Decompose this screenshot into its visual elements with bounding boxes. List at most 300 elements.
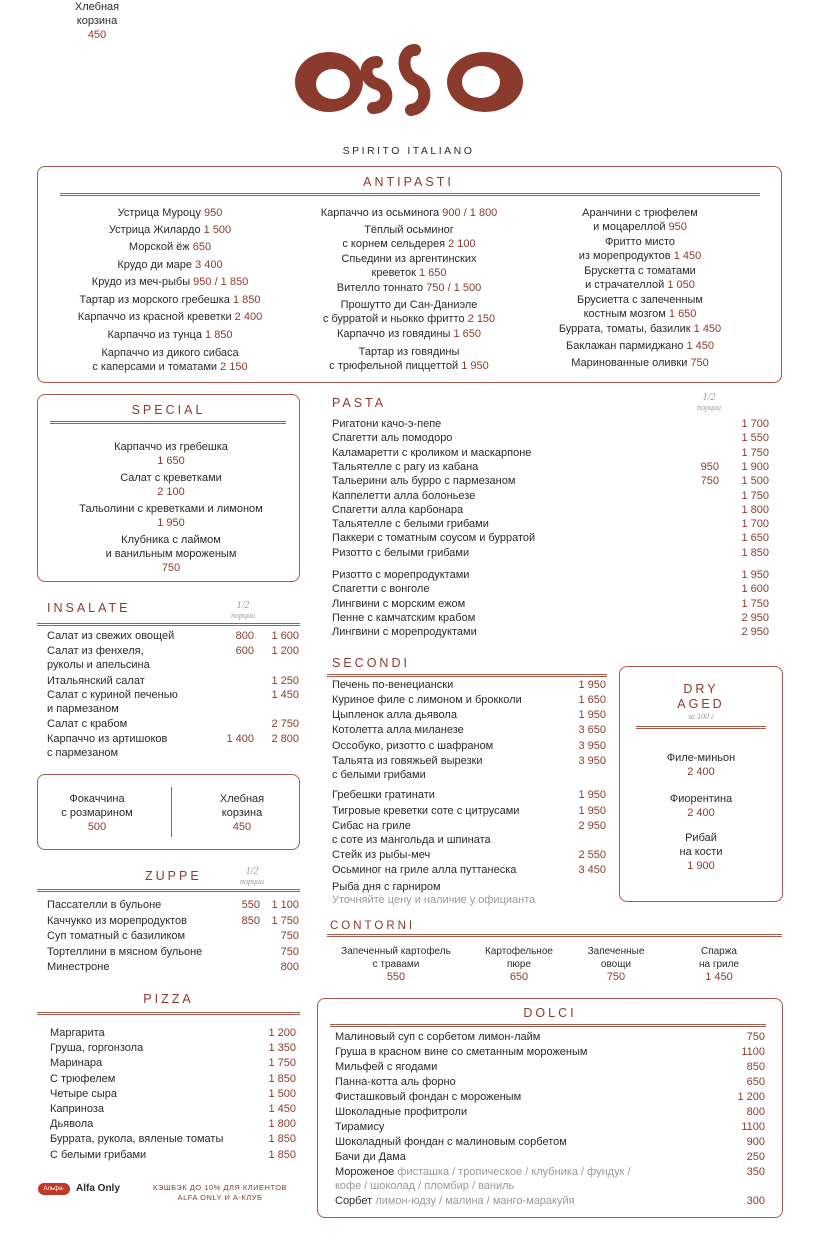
menu-item	[40, 240, 300, 254]
item-price: 1100	[741, 1121, 765, 1133]
dolci-item	[335, 1135, 765, 1150]
contorni-item	[649, 945, 789, 984]
pasta-item	[332, 446, 769, 460]
item-name-line: Карпаччо из тунца 1 850	[107, 329, 233, 341]
item-name-line: Брусиетта с запеченным	[576, 294, 703, 306]
item-price: 2 950	[578, 820, 606, 832]
item-price: 1 950	[578, 709, 606, 721]
item-price: 1 650	[157, 455, 185, 467]
insalate-divider	[37, 623, 300, 626]
pizza-item	[50, 1026, 296, 1040]
item-name: Маринара	[50, 1057, 103, 1070]
menu-item	[46, 440, 296, 468]
item-price: 950	[203, 207, 223, 219]
item-price: 2 400	[687, 766, 715, 778]
menu-item	[40, 258, 300, 272]
item-price: 1 950	[578, 805, 606, 817]
item-name-line: Спьедини из аргентинских	[341, 253, 477, 265]
item-name	[332, 804, 519, 818]
pasta-item	[332, 503, 769, 517]
pizza-title: PIZZA	[143, 992, 194, 1006]
pasta-item	[332, 531, 769, 545]
item-name	[332, 678, 453, 692]
item-price: 1 450	[673, 250, 702, 262]
zuppe-item	[47, 929, 300, 943]
item-name	[335, 1075, 456, 1089]
item-price-half: 750	[700, 475, 719, 488]
zuppe-title: ZUPPE	[145, 869, 202, 883]
item-name-line: руколы и апельсина	[47, 659, 150, 671]
item-name-line: Салат из свежих овощей	[47, 630, 175, 642]
item-name-line: Хлебная	[219, 793, 265, 805]
item-name: Тальятелле с белыми грибами	[332, 518, 489, 531]
item-name	[47, 629, 174, 643]
fish-of-day: Рыба дня с гарниром	[332, 881, 441, 893]
item-name-line: Салат с куриной печенью	[47, 689, 178, 701]
item-price: 750 / 1 500	[426, 282, 482, 294]
zuppe-divider	[37, 889, 300, 892]
item-price: 1 450	[705, 971, 733, 983]
item-price: 3 950	[578, 755, 606, 767]
item-name	[335, 1120, 384, 1134]
item-name-line: Фиорентина	[669, 793, 733, 805]
item-price: 1 850	[232, 294, 261, 306]
menu-item	[289, 298, 529, 326]
pasta-item	[332, 625, 769, 639]
item-name-line: Оссобуко, ризотто с шафраном	[332, 740, 494, 752]
menu-item	[520, 356, 760, 370]
item-name-line: Карпаччо из красной креветки 2 400	[77, 311, 263, 323]
item-price: 1 900	[687, 860, 715, 872]
dolci-item	[335, 1150, 765, 1165]
item-price-full: 2 800	[271, 733, 299, 745]
item-price: 950	[668, 221, 687, 233]
item-price: 1 850	[268, 1133, 296, 1146]
secondi-item	[332, 754, 606, 782]
item-name-line: Фритто мисто	[605, 236, 675, 248]
menu-item	[520, 264, 760, 292]
item-name-line: Карпаччо из артишоков	[47, 733, 168, 745]
item-name: Тальерини аль бурро с пармезаном	[332, 475, 516, 488]
item-price: 1 950	[578, 679, 606, 691]
item-price: 1 800	[268, 1118, 296, 1131]
item-name-line: Карпаччо из дикого сибаса	[101, 347, 239, 359]
pasta-title: PASTA	[332, 396, 387, 410]
item-name-line: и страчателлой 1 050	[585, 279, 695, 291]
dolci-item	[335, 1045, 765, 1060]
item-price: 650	[746, 1076, 765, 1088]
item-price: 1 350	[268, 1042, 296, 1055]
zuppe-item	[47, 914, 300, 928]
item-price: 1 450	[693, 323, 722, 335]
item-name	[335, 1030, 540, 1044]
item-name-line: Тальята из говяжьей вырезки	[332, 755, 483, 767]
item-price: 900	[746, 1136, 765, 1148]
item-name-line: Малиновый суп с сорбетом лимон-лайм	[335, 1031, 541, 1043]
menu-item	[40, 223, 300, 237]
pizza-item	[50, 1087, 296, 1101]
item-name	[332, 863, 516, 877]
menu-item	[46, 502, 296, 530]
item-name-line: корзина	[76, 15, 118, 27]
insalate-item	[47, 629, 300, 643]
item-price-full: 800	[280, 961, 299, 973]
item-price-half: 850	[241, 914, 260, 927]
item-name-line: с бурратой и ньокко фритто 2 150	[322, 313, 496, 325]
secondi-title: SECONDI	[332, 656, 410, 670]
item-name-line: Рибай	[685, 832, 717, 844]
item-price-full: 1 200	[271, 645, 299, 657]
menu-item	[46, 471, 296, 499]
item-name-line: и моцареллой 950	[593, 221, 687, 233]
item-name: Четыре сыра	[50, 1087, 117, 1100]
zuppe-item	[47, 945, 300, 959]
item-name-line: Шоколадные профитроли	[335, 1106, 468, 1118]
item-name: Тортеллини в мясном бульоне	[47, 945, 203, 958]
item-price-full: 750	[280, 930, 299, 942]
item-name	[335, 1135, 567, 1149]
item-name-line: Фокаччина	[69, 793, 125, 805]
menu-item	[40, 206, 300, 220]
item-price: 1 450	[268, 1103, 296, 1115]
item-name-line: Крудо из меч-рыбы 950 / 1 850	[91, 276, 249, 288]
secondi-item	[332, 678, 606, 692]
item-name: Каламаретти с кроликом и маскарпоне	[332, 446, 532, 459]
antipasti-divider	[60, 193, 760, 196]
item-price: 750	[161, 562, 181, 574]
item-name	[332, 788, 435, 802]
item-name: Каппелетти алла болоньезе	[332, 489, 476, 502]
menu-item	[626, 792, 776, 820]
item-price: 1 200	[268, 1027, 296, 1039]
dry-aged-divider	[636, 726, 766, 729]
item-name-line: Гребешки гратинати	[332, 789, 435, 801]
item-price: 1100	[741, 1046, 765, 1058]
item-name-line: Хлебная	[74, 1, 120, 13]
item-price: 900 / 1 800	[442, 207, 498, 219]
menu-item	[40, 293, 300, 307]
secondi-divider	[327, 674, 607, 677]
item-name-line: и пармезаном	[47, 703, 119, 715]
menu-item	[289, 281, 529, 295]
item-price-full: 1 750	[741, 597, 769, 610]
item-flavours: фисташка / тропическое / клубника / фундук /	[397, 1166, 631, 1178]
menu-item	[182, 792, 302, 834]
secondi-item	[332, 788, 606, 802]
item-price: 650	[192, 241, 212, 253]
item-price-full: 1 550	[741, 432, 769, 445]
dolci-divider	[330, 1024, 766, 1027]
item-price: 1 450	[686, 340, 714, 352]
item-price: 2 100	[448, 238, 476, 250]
secondi-item	[332, 739, 606, 753]
pasta-item	[332, 611, 769, 625]
osso-logo	[293, 40, 525, 120]
bread-divider	[171, 787, 172, 837]
item-name-line: с трюфельной пиццеттой 1 950	[329, 360, 489, 372]
item-price: 250	[746, 1151, 765, 1163]
menu-item	[520, 293, 760, 321]
menu-item	[520, 235, 760, 263]
item-name-line: Осьминог на гриле алла путтанеска	[332, 864, 517, 876]
item-name-line: Тальолини с креветками и лимоном	[79, 503, 263, 515]
item-name-line: Салат из фенхеля,	[47, 645, 144, 657]
item-price-full: 2 950	[741, 626, 769, 639]
secondi-item	[332, 848, 606, 862]
pasta-item	[332, 597, 769, 611]
item-price: 1 950	[578, 789, 606, 801]
item-name-line: Панна-котта аль форно	[335, 1076, 456, 1088]
item-name	[332, 693, 522, 707]
item-name-line: Вителло тоннато 750 / 1 500	[336, 282, 482, 294]
item-name-line: Буррата, томаты, базилик 1 450	[558, 323, 722, 335]
item-name: Груша, горгонзола	[50, 1042, 144, 1055]
item-price-full: 1 800	[741, 503, 769, 516]
item-name-line: Стейк из рыбы-меч	[332, 849, 431, 861]
item-name-line: Аранчини с трюфелем	[582, 207, 698, 219]
item-name-line: с пармезаном	[47, 747, 119, 759]
item-name: Маргарита	[50, 1027, 105, 1039]
secondi-item	[332, 804, 606, 818]
item-name-line: Груша в красном вине со сметанным мороженым	[335, 1046, 588, 1058]
item-name	[335, 1060, 437, 1074]
item-name-line: Устрица Муроцу 950	[117, 207, 223, 219]
secondi-item	[332, 863, 606, 877]
item-name-line: Запеченные	[587, 946, 645, 957]
secondi-item	[332, 723, 606, 737]
item-price-full: 1 600	[271, 630, 299, 642]
alfa-bank-logo: Альфа-Банк	[38, 1183, 70, 1195]
pizza-item	[50, 1148, 296, 1162]
item-price-full: 2 750	[271, 718, 299, 730]
item-name	[335, 1194, 575, 1208]
item-name-line: корзина	[221, 807, 263, 819]
item-name-line: Тёплый осьминог	[364, 224, 454, 236]
item-name	[332, 739, 493, 753]
contorni-item	[326, 945, 466, 984]
item-price-full: 1 650	[741, 532, 769, 545]
item-name	[335, 1045, 587, 1059]
item-price: 1 850	[268, 1072, 296, 1085]
item-name: Тальятелле с рагу из кабана	[332, 460, 479, 473]
item-name-line: Карпаччо из гребешка	[114, 441, 228, 453]
pasta-item	[332, 582, 769, 596]
item-name: Ризотто с морепродуктами	[332, 569, 470, 581]
item-name: Спагетти аль помодоро	[332, 432, 453, 445]
item-name-line: на гриле	[698, 959, 740, 970]
item-name-line: с розмарином	[61, 807, 133, 819]
item-price: 450	[87, 29, 107, 41]
insalate-item	[47, 644, 300, 672]
item-name	[335, 1090, 521, 1104]
item-name-line: креветок 1 650	[371, 267, 447, 279]
secondi-item	[332, 708, 606, 722]
special-divider	[50, 421, 286, 424]
dry-aged-sub: за 100 г	[687, 712, 715, 721]
item-price-full: 1 100	[271, 899, 299, 911]
menu-item	[37, 0, 157, 42]
item-price: 3 950	[578, 740, 606, 752]
item-price: 1 650	[578, 694, 606, 706]
item-name-line: Баклажан пармиджано 1 450	[566, 340, 714, 352]
item-name-line: Крудо ди маре 3 400	[117, 259, 223, 271]
item-name-line: с травами	[372, 959, 420, 970]
item-price: 1 950	[461, 360, 489, 372]
pizza-item	[50, 1072, 296, 1086]
item-price-full: 1 950	[741, 569, 769, 581]
item-price: 750	[746, 1031, 765, 1043]
item-name-line: Филе-миньон	[666, 752, 736, 764]
item-price-half: 950	[700, 460, 719, 473]
pasta-half-hint: 1/2 порции	[697, 392, 721, 412]
pasta-item	[332, 489, 769, 503]
item-name: Спагетти алла карбонара	[332, 503, 464, 516]
item-name-line: с каперсами и томатами 2 150	[92, 361, 248, 373]
item-name	[335, 1105, 467, 1119]
item-name-line: Морской ёж 650	[128, 241, 212, 253]
item-price: 3 400	[195, 259, 223, 271]
dolci-item	[335, 1105, 765, 1120]
item-name	[332, 754, 483, 782]
item-price: 1 050	[667, 279, 695, 291]
item-price: 350	[746, 1166, 765, 1178]
item-name: Лингвини с морским ежом	[332, 597, 466, 610]
pasta-item	[332, 460, 769, 474]
item-name-line: овощи	[600, 959, 632, 970]
dolci-item	[335, 1030, 765, 1045]
item-price-full: 750	[280, 945, 299, 958]
item-price: 500	[87, 821, 107, 833]
item-name	[47, 717, 127, 731]
item-price-full: 1 750	[741, 489, 769, 502]
menu-item	[626, 831, 776, 873]
item-name-line: Маринованные оливки 750	[571, 357, 709, 369]
item-name-line: пюре	[506, 959, 532, 970]
item-price: 3 650	[578, 724, 606, 736]
item-name	[47, 644, 150, 672]
item-price: 1 650	[668, 308, 697, 320]
secondi-item	[332, 693, 606, 707]
item-name	[332, 723, 464, 737]
item-name-line: Фисташковый фондан с мороженым	[335, 1091, 522, 1103]
item-name: Спагетти с вонголе	[332, 583, 430, 596]
dolci-item	[335, 1165, 765, 1194]
item-name	[335, 1165, 631, 1193]
item-price: 3 450	[578, 864, 606, 876]
item-flavours: лимон-юдзу / малина / манго-маракуйя	[375, 1195, 575, 1207]
menu-item	[37, 792, 157, 834]
item-price: 1 950	[157, 517, 185, 529]
item-name-line: Тигровые креветки соте с цитрусами	[332, 805, 520, 817]
pasta-item	[332, 474, 769, 488]
contorni-title: CONTORNI	[330, 920, 416, 932]
item-name-line: Карпаччо из осьминога 900 / 1 800	[320, 207, 498, 219]
menu-item	[289, 206, 529, 220]
pasta-item	[332, 417, 769, 431]
fish-note: Уточняйте цену и наличие у официанта	[332, 894, 536, 906]
item-name-line: с белыми грибами	[332, 769, 426, 781]
menu-item	[40, 310, 300, 324]
item-name-line: Устрица Жилардо 1 500	[108, 224, 232, 236]
pasta-item	[332, 431, 769, 445]
item-name-line: Тирамису	[335, 1121, 385, 1133]
item-name	[332, 708, 457, 722]
insalate-half-hint: 1/2 порции	[231, 600, 255, 620]
item-name-line: Котолетта алла миланезе	[332, 724, 464, 736]
item-name-line: Тартар из говядины	[358, 346, 460, 358]
item-name: С трюфелем	[50, 1072, 116, 1085]
pasta-item	[332, 568, 769, 582]
contorni-divider	[327, 934, 782, 937]
item-name: Каприноза	[50, 1103, 104, 1115]
item-price-half: 550	[241, 899, 260, 911]
item-price: 550	[386, 971, 406, 983]
menu-item	[520, 322, 760, 336]
item-name-line: Запеченный картофель	[341, 946, 451, 957]
item-name-line: Сибас на гриле	[332, 820, 411, 832]
item-name-line: Брускетта с томатами	[584, 265, 696, 277]
dry-aged-title: DRY AGED	[677, 682, 725, 711]
item-price-full: 2 950	[741, 611, 769, 624]
item-name-line: Салат с креветками	[120, 472, 222, 484]
item-price: 2 550	[578, 849, 606, 861]
menu-item	[40, 346, 300, 374]
item-price: 300	[746, 1195, 765, 1207]
item-name-line: костным мозгом 1 650	[583, 308, 697, 320]
menu-item	[289, 252, 529, 280]
item-name-line: с корнем сельдерея 2 100	[342, 238, 476, 250]
item-price: 850	[746, 1061, 765, 1073]
dolci-item	[335, 1120, 765, 1135]
item-name-line: Мороженое фисташка / тропическое / клубника / фундук /	[335, 1166, 631, 1178]
zuppe-item	[47, 898, 300, 912]
item-price: 650	[509, 971, 529, 983]
item-name	[47, 732, 167, 760]
dolci-item	[335, 1060, 765, 1075]
item-name	[47, 674, 145, 688]
alfa-only-logo: Alfa Only	[76, 1183, 120, 1194]
dolci-item	[335, 1090, 765, 1105]
tagline: SPIRITO ITALIANO	[342, 145, 475, 157]
item-name: Буррата, рукола, вяленые томаты	[50, 1133, 224, 1146]
item-price: 1 650	[418, 267, 447, 279]
item-price-half: 600	[235, 645, 254, 657]
menu-item	[46, 533, 296, 575]
item-name: С белыми грибами	[50, 1148, 147, 1161]
item-name: Каччукко из морепродуктов	[47, 914, 188, 927]
item-name: Ризотто с белыми грибами	[332, 546, 470, 559]
item-price-full: 1 250	[271, 675, 299, 687]
zuppe-item	[47, 960, 300, 974]
special-title: SPECIAL	[131, 403, 206, 417]
item-name	[335, 1150, 406, 1164]
pizza-item	[50, 1117, 296, 1131]
dolci-title: DOLCI	[523, 1006, 577, 1020]
item-name: Пенне с камчатским крабом	[332, 611, 476, 624]
item-name-line: Куриное филе с лимоном и брокколи	[332, 694, 522, 706]
item-name-line: Бачи ди Дама	[335, 1151, 406, 1163]
bonus-text: КЭШБЭК ДО 10% ДЛЯ КЛИЕНТОВ ALFA ONLY И А-КЛУБ	[152, 1183, 288, 1202]
item-price-full: 1 850	[741, 546, 769, 559]
item-price-full: 1 900	[741, 460, 769, 473]
item-flavours: кофе / шоколад / пломбир / ваниль	[335, 1180, 515, 1192]
item-name-line: Печень по-венециански	[332, 679, 454, 691]
pasta-item	[332, 517, 769, 531]
item-price: 1 500	[203, 224, 232, 236]
pizza-item	[50, 1041, 296, 1055]
item-name-line: Итальянский салат	[47, 675, 145, 687]
item-name-line: Шоколадный фондан с малиновым сорбетом	[335, 1136, 567, 1148]
